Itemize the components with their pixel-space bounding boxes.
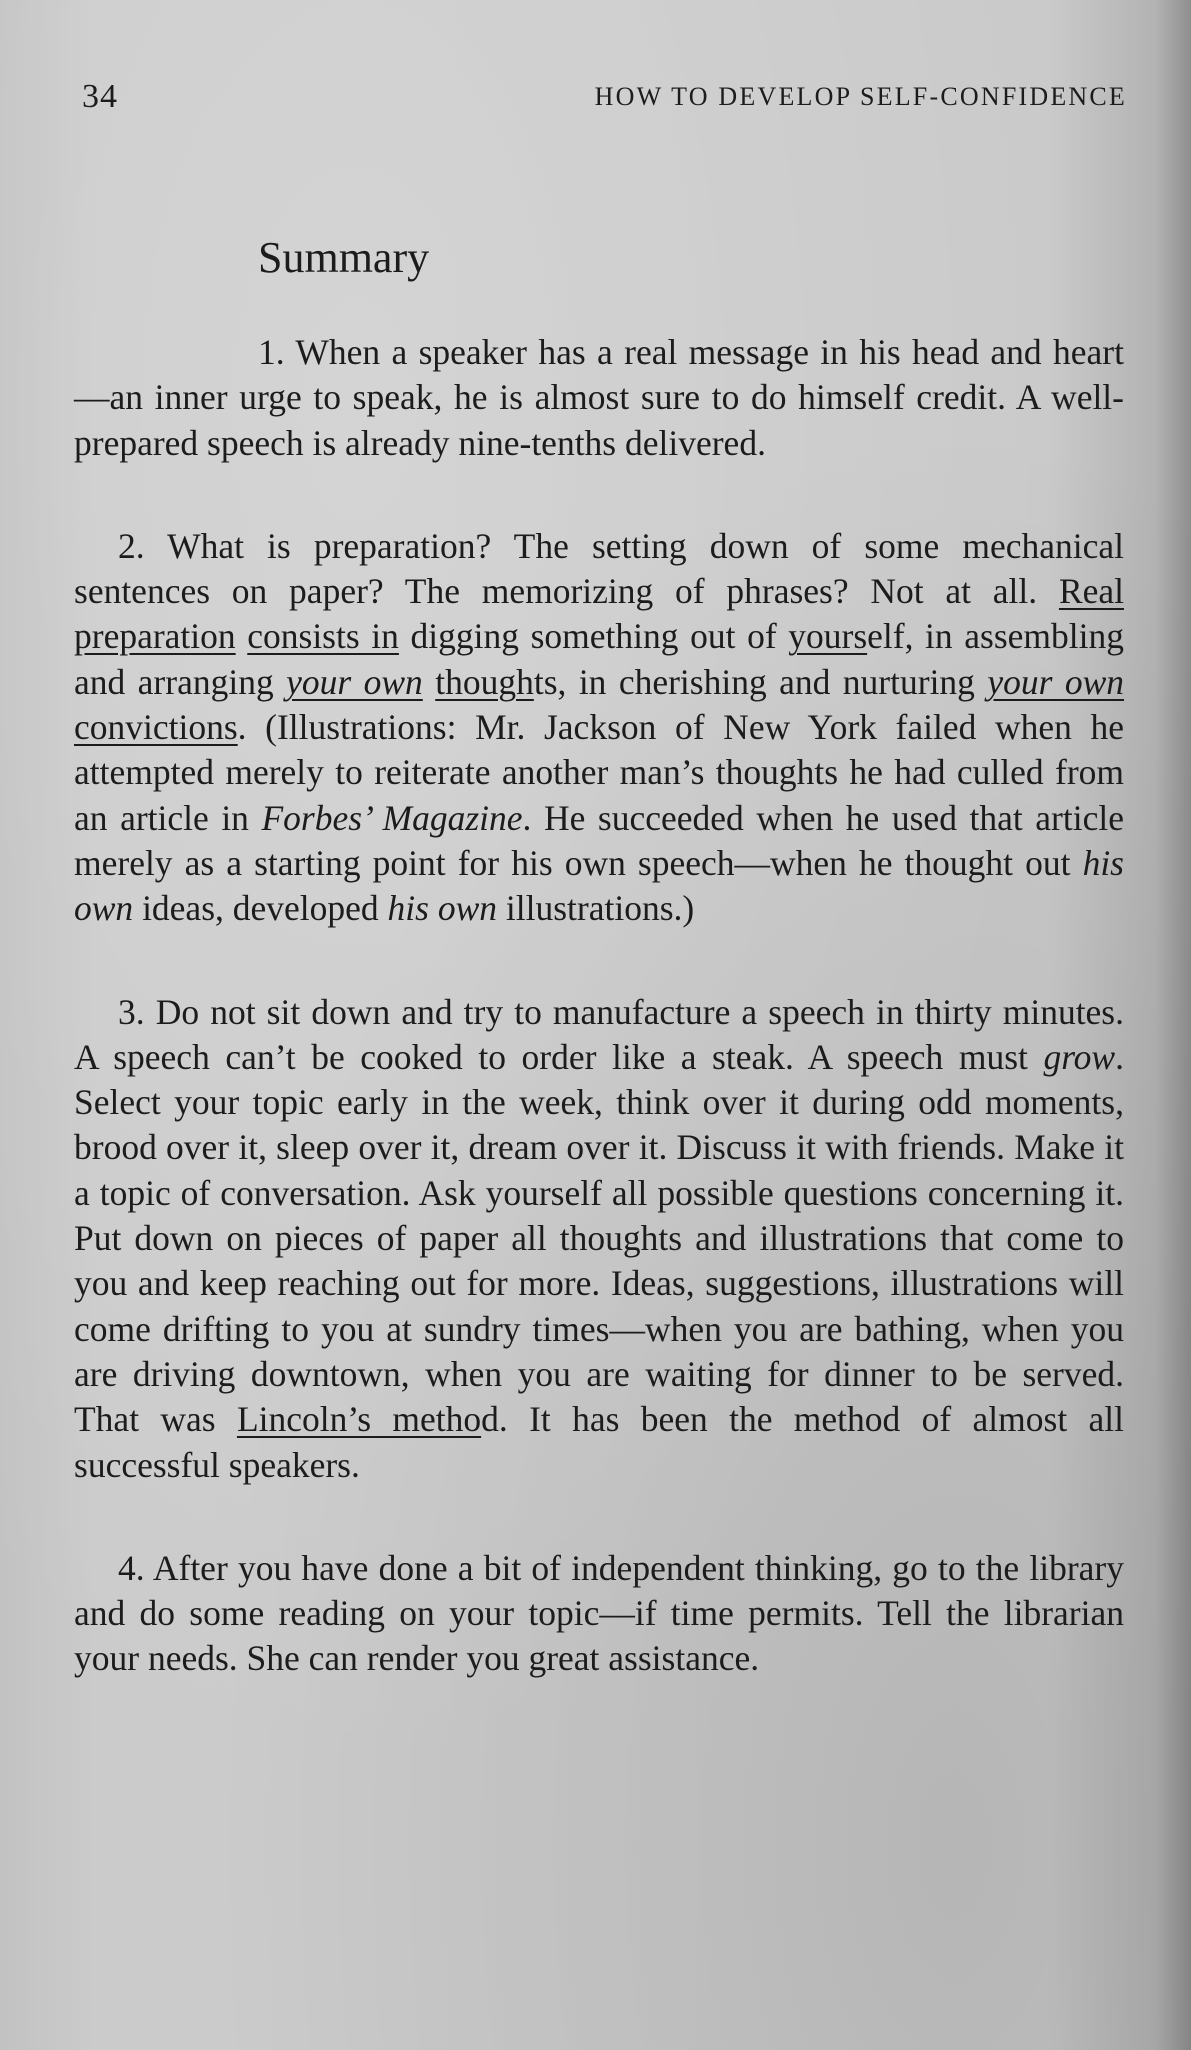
italic-text: his own (74, 842, 1124, 929)
item-number: 1. (258, 332, 285, 372)
text-run: . Select your topic early in the week, think over it during odd moments, brood over it, sleep over it, dream over it. Discuss it with friends. Make it a topic of conversation. Ask yourself all possible questions concerning it. Put down on pieces of paper all thoughts and illustrations that come to you and keep reaching out for more. Ideas, suggestions, illustrations will come drifting to you at sundry times—when you are bathing, when you are driving downtown, when you are waiting for dinner to be served. That was (74, 1036, 1124, 1440)
page-header (82, 78, 1127, 128)
paragraph-gap (74, 1488, 1124, 1546)
text-run: d. It has been the method of almost all successful speakers. (74, 1399, 1124, 1485)
paragraph-gap (74, 932, 1124, 990)
text-run: When a speaker has a real message in his head and heart—an inner urge to speak, he is almost sure to do himself credit. A well-prepared speech is already nine-tenths delivered. (74, 332, 1124, 463)
underlined-text: your own (286, 661, 423, 702)
text-run: ideas, developed (133, 888, 388, 929)
page-number: 34 (82, 78, 118, 115)
text-run: . (Illustrations: Mr. Jackson of New York failed when he attempted merely to reiterate another man’s thoughts he had culled from an article in (74, 707, 1124, 838)
underlined-text: though (435, 661, 534, 702)
italic-text: his own (387, 888, 497, 929)
summary-item-1 (74, 330, 1124, 466)
italic-text: grow (1043, 1036, 1116, 1077)
italic-text: Forbes’ Magazine (261, 797, 523, 838)
text-run: ts, in cherishing and nurturing (533, 661, 988, 702)
text-run: digging something out of (398, 616, 789, 657)
running-head: HOW TO DEVELOP SELF-CONFIDENCE (594, 82, 1127, 111)
text-run: elf, in assembling and arranging (74, 616, 1125, 702)
underlined-text: Real preparation (74, 571, 1124, 657)
underlined-text: convictions (74, 707, 238, 748)
item-number: 2. (118, 525, 145, 566)
text-run: . He succeeded when he used that article merely as a starting point for his own speech—when he thought out (74, 797, 1124, 883)
section-title: Summary (258, 233, 430, 282)
summary-item-4 (74, 1546, 1124, 1682)
summary-item-2 (74, 524, 1124, 932)
summary-item-3 (74, 990, 1124, 1488)
text-run (423, 662, 435, 702)
text-run (236, 616, 248, 656)
text-run: After you have done a bit of independent thinking, go to the library and do some reading on your topic—if time permits. Tell the librarian your needs. She can render you great assistance. (74, 1547, 1124, 1679)
paragraph-gap (74, 466, 1124, 524)
underlined-text: your own (987, 661, 1125, 702)
text-run: What is preparation? The setting down of some mechanical sentences on paper? The memorizing of phrases? Not at all. (74, 525, 1124, 612)
text-run: illustrations.) (497, 888, 695, 929)
text-run: Do not sit down and try to manufacture a speech in thirty minutes. A speech can’t be cooked to order like a steak. A speech must (74, 991, 1124, 1077)
underlined-text: consists in (247, 616, 399, 657)
underlined-text: Lincoln’s metho (236, 1399, 482, 1440)
item-number: 3. (118, 991, 145, 1032)
summary-body (74, 330, 1124, 1682)
item-number: 4. (118, 1547, 145, 1588)
underlined-text: yours (788, 616, 868, 657)
